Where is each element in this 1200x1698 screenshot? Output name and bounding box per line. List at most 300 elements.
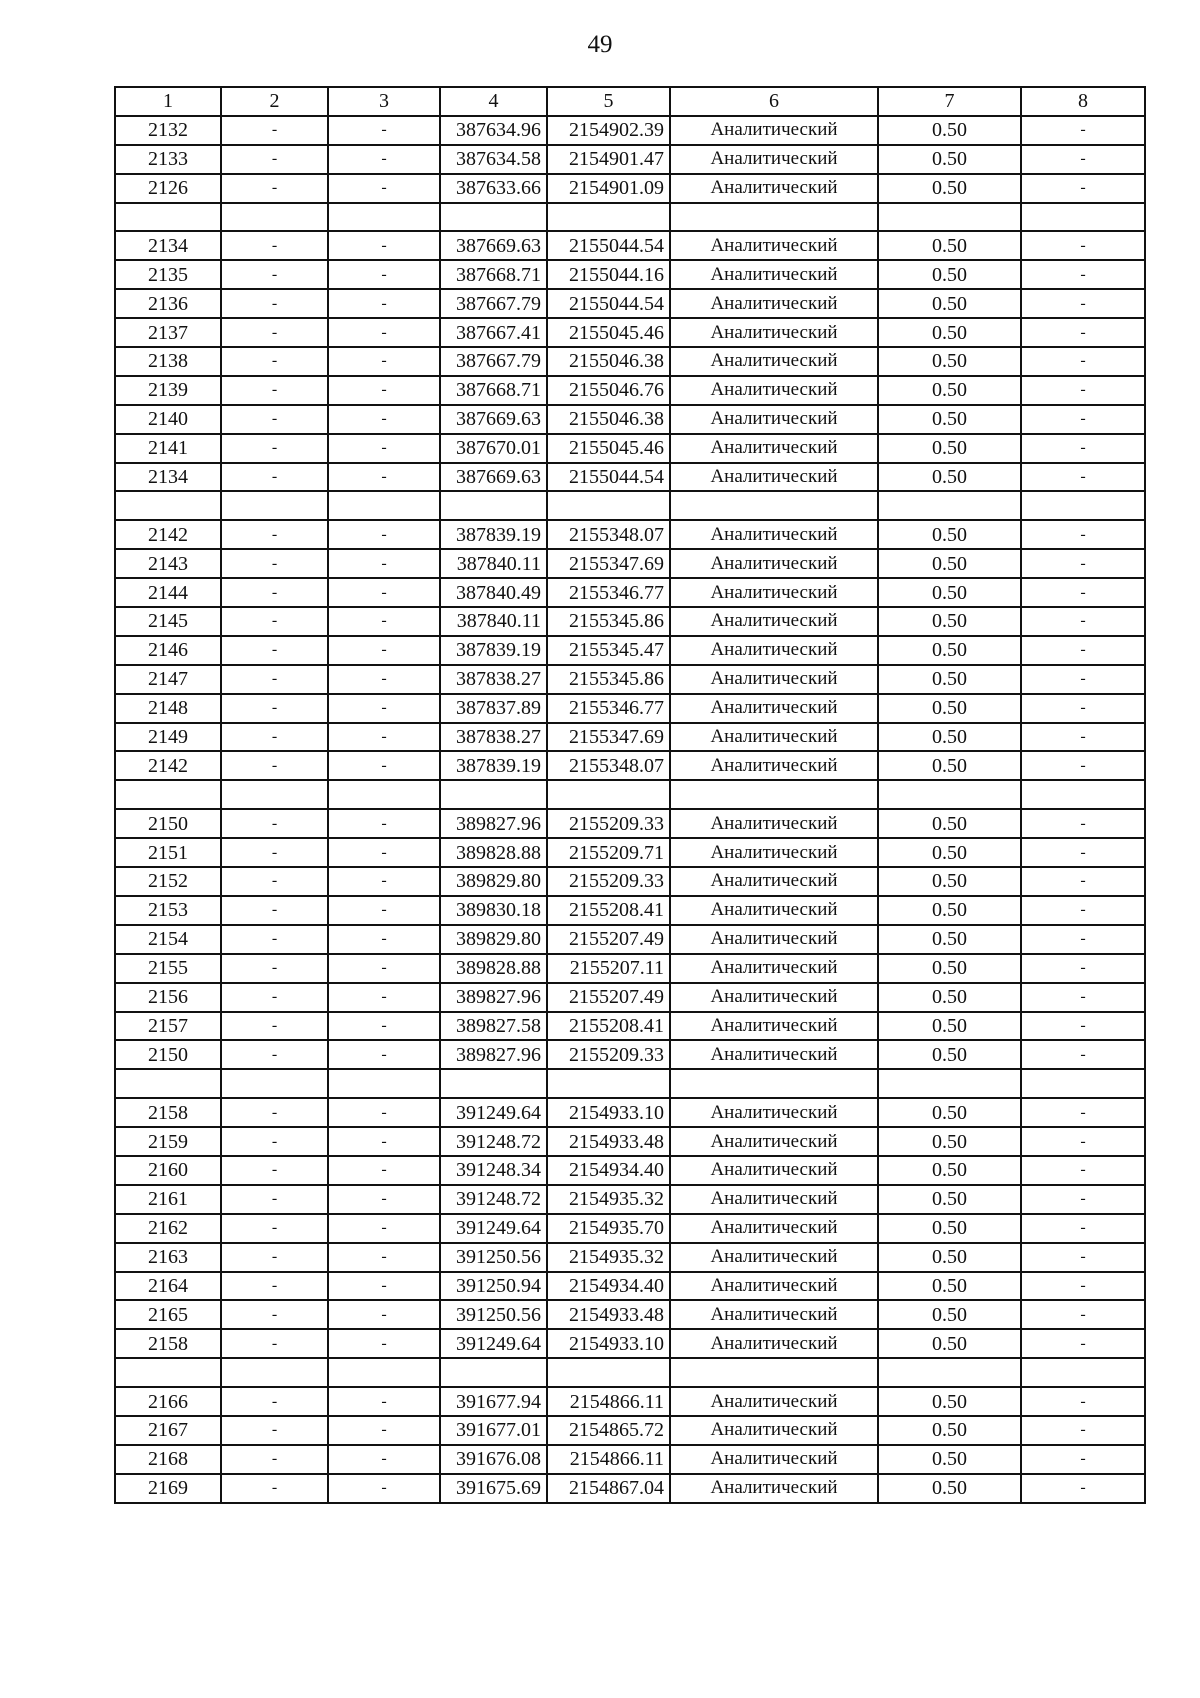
col8-cell: -	[1021, 867, 1145, 896]
empty-cell	[115, 1069, 221, 1098]
empty-cell	[878, 1069, 1021, 1098]
method-cell: Аналитический	[670, 145, 878, 174]
accuracy-cell: 0.50	[878, 983, 1021, 1012]
accuracy-cell: 0.50	[878, 463, 1021, 492]
table-row	[115, 896, 1145, 925]
col8-cell: -	[1021, 260, 1145, 289]
table-row	[115, 1040, 1145, 1069]
point-number-cell: 2160	[115, 1156, 221, 1185]
col8-cell: -	[1021, 463, 1145, 492]
col3-cell: -	[328, 1300, 440, 1329]
table-row	[115, 578, 1145, 607]
col8-cell: -	[1021, 1127, 1145, 1156]
method-cell: Аналитический	[670, 1329, 878, 1358]
accuracy-cell: 0.50	[878, 954, 1021, 983]
accuracy-cell: 0.50	[878, 925, 1021, 954]
empty-cell	[115, 203, 221, 232]
x-coordinate-cell: 387839.19	[440, 520, 547, 549]
point-number-cell: 2166	[115, 1387, 221, 1416]
method-cell: Аналитический	[670, 636, 878, 665]
empty-cell	[328, 780, 440, 809]
col3-cell: -	[328, 983, 440, 1012]
point-number-cell: 2151	[115, 838, 221, 867]
accuracy-cell: 0.50	[878, 1329, 1021, 1358]
col3-cell: -	[328, 520, 440, 549]
point-number-cell: 2142	[115, 751, 221, 780]
method-cell: Аналитический	[670, 1098, 878, 1127]
y-coordinate-cell: 2155346.77	[547, 694, 670, 723]
accuracy-cell: 0.50	[878, 289, 1021, 318]
point-number-cell: 2144	[115, 578, 221, 607]
table-row	[115, 1098, 1145, 1127]
y-coordinate-cell: 2155345.86	[547, 607, 670, 636]
col3-cell: -	[328, 1416, 440, 1445]
point-number-cell: 2147	[115, 665, 221, 694]
point-number-cell: 2163	[115, 1243, 221, 1272]
column-header: 6	[670, 87, 878, 116]
table-row	[115, 1185, 1145, 1214]
col3-cell: -	[328, 925, 440, 954]
header-row	[115, 87, 1145, 116]
x-coordinate-cell: 389827.58	[440, 1012, 547, 1041]
table-row	[115, 1474, 1145, 1503]
table-row	[115, 1127, 1145, 1156]
x-coordinate-cell: 387837.89	[440, 694, 547, 723]
method-cell: Аналитический	[670, 896, 878, 925]
col3-cell: -	[328, 1098, 440, 1127]
accuracy-cell: 0.50	[878, 1098, 1021, 1127]
method-cell: Аналитический	[670, 376, 878, 405]
table-row	[115, 376, 1145, 405]
col2-cell: -	[221, 376, 328, 405]
col3-cell: -	[328, 145, 440, 174]
method-cell: Аналитический	[670, 1012, 878, 1041]
y-coordinate-cell: 2154867.04	[547, 1474, 670, 1503]
x-coordinate-cell: 391248.72	[440, 1185, 547, 1214]
col2-cell: -	[221, 1040, 328, 1069]
accuracy-cell: 0.50	[878, 1445, 1021, 1474]
col3-cell: -	[328, 1156, 440, 1185]
col2-cell: -	[221, 1329, 328, 1358]
col8-cell: -	[1021, 1416, 1145, 1445]
y-coordinate-cell: 2155208.41	[547, 1012, 670, 1041]
col2-cell: -	[221, 1098, 328, 1127]
table-row	[115, 607, 1145, 636]
empty-cell	[115, 491, 221, 520]
accuracy-cell: 0.50	[878, 1474, 1021, 1503]
accuracy-cell: 0.50	[878, 694, 1021, 723]
col3-cell: -	[328, 665, 440, 694]
table-row	[115, 1214, 1145, 1243]
table-row	[115, 694, 1145, 723]
y-coordinate-cell: 2155208.41	[547, 896, 670, 925]
point-number-cell: 2141	[115, 434, 221, 463]
col8-cell: -	[1021, 174, 1145, 203]
y-coordinate-cell: 2155044.16	[547, 260, 670, 289]
col8-cell: -	[1021, 145, 1145, 174]
col3-cell: -	[328, 174, 440, 203]
col3-cell: -	[328, 289, 440, 318]
method-cell: Аналитический	[670, 838, 878, 867]
point-number-cell: 2158	[115, 1098, 221, 1127]
col3-cell: -	[328, 434, 440, 463]
y-coordinate-cell: 2155046.76	[547, 376, 670, 405]
col2-cell: -	[221, 925, 328, 954]
col8-cell: -	[1021, 1214, 1145, 1243]
col3-cell: -	[328, 1243, 440, 1272]
col2-cell: -	[221, 347, 328, 376]
x-coordinate-cell: 387667.41	[440, 318, 547, 347]
method-cell: Аналитический	[670, 665, 878, 694]
point-number-cell: 2150	[115, 1040, 221, 1069]
col2-cell: -	[221, 1474, 328, 1503]
col3-cell: -	[328, 1127, 440, 1156]
col8-cell: -	[1021, 723, 1145, 752]
accuracy-cell: 0.50	[878, 1300, 1021, 1329]
accuracy-cell: 0.50	[878, 665, 1021, 694]
col8-cell: -	[1021, 520, 1145, 549]
point-number-cell: 2158	[115, 1329, 221, 1358]
col3-cell: -	[328, 347, 440, 376]
col8-cell: -	[1021, 838, 1145, 867]
col8-cell: -	[1021, 896, 1145, 925]
method-cell: Аналитический	[670, 318, 878, 347]
accuracy-cell: 0.50	[878, 174, 1021, 203]
method-cell: Аналитический	[670, 751, 878, 780]
table-row	[115, 1387, 1145, 1416]
point-number-cell: 2134	[115, 231, 221, 260]
col2-cell: -	[221, 145, 328, 174]
x-coordinate-cell: 391248.34	[440, 1156, 547, 1185]
empty-cell	[440, 203, 547, 232]
y-coordinate-cell: 2155044.54	[547, 463, 670, 492]
method-cell: Аналитический	[670, 1272, 878, 1301]
col3-cell: -	[328, 896, 440, 925]
table-row	[115, 1300, 1145, 1329]
col2-cell: -	[221, 665, 328, 694]
col2-cell: -	[221, 463, 328, 492]
col3-cell: -	[328, 723, 440, 752]
y-coordinate-cell: 2155207.11	[547, 954, 670, 983]
col2-cell: -	[221, 983, 328, 1012]
empty-cell	[1021, 491, 1145, 520]
accuracy-cell: 0.50	[878, 1156, 1021, 1185]
accuracy-cell: 0.50	[878, 434, 1021, 463]
column-header: 1	[115, 87, 221, 116]
separator-row	[115, 203, 1145, 232]
col8-cell: -	[1021, 231, 1145, 260]
method-cell: Аналитический	[670, 1127, 878, 1156]
col8-cell: -	[1021, 1040, 1145, 1069]
empty-cell	[1021, 1069, 1145, 1098]
point-number-cell: 2136	[115, 289, 221, 318]
x-coordinate-cell: 391676.08	[440, 1445, 547, 1474]
col2-cell: -	[221, 723, 328, 752]
empty-cell	[547, 780, 670, 809]
x-coordinate-cell: 387839.19	[440, 751, 547, 780]
col2-cell: -	[221, 1445, 328, 1474]
y-coordinate-cell: 2155347.69	[547, 549, 670, 578]
col3-cell: -	[328, 1012, 440, 1041]
table-row	[115, 405, 1145, 434]
point-number-cell: 2143	[115, 549, 221, 578]
y-coordinate-cell: 2154933.10	[547, 1329, 670, 1358]
col3-cell: -	[328, 578, 440, 607]
method-cell: Аналитический	[670, 983, 878, 1012]
y-coordinate-cell: 2154935.32	[547, 1243, 670, 1272]
separator-row	[115, 1358, 1145, 1387]
y-coordinate-cell: 2155045.46	[547, 318, 670, 347]
col3-cell: -	[328, 1387, 440, 1416]
col3-cell: -	[328, 954, 440, 983]
col3-cell: -	[328, 463, 440, 492]
y-coordinate-cell: 2155044.54	[547, 289, 670, 318]
empty-cell	[1021, 203, 1145, 232]
x-coordinate-cell: 387633.66	[440, 174, 547, 203]
accuracy-cell: 0.50	[878, 809, 1021, 838]
col2-cell: -	[221, 1416, 328, 1445]
method-cell: Аналитический	[670, 289, 878, 318]
table-row	[115, 809, 1145, 838]
table-row	[115, 347, 1145, 376]
table-row	[115, 838, 1145, 867]
col8-cell: -	[1021, 1272, 1145, 1301]
accuracy-cell: 0.50	[878, 1214, 1021, 1243]
col2-cell: -	[221, 520, 328, 549]
table-row	[115, 520, 1145, 549]
empty-cell	[547, 491, 670, 520]
col3-cell: -	[328, 751, 440, 780]
method-cell: Аналитический	[670, 607, 878, 636]
col2-cell: -	[221, 1272, 328, 1301]
accuracy-cell: 0.50	[878, 1387, 1021, 1416]
col2-cell: -	[221, 694, 328, 723]
empty-cell	[670, 1069, 878, 1098]
column-header: 5	[547, 87, 670, 116]
y-coordinate-cell: 2155209.71	[547, 838, 670, 867]
y-coordinate-cell: 2155348.07	[547, 751, 670, 780]
col8-cell: -	[1021, 1185, 1145, 1214]
col3-cell: -	[328, 405, 440, 434]
point-number-cell: 2165	[115, 1300, 221, 1329]
accuracy-cell: 0.50	[878, 1416, 1021, 1445]
col2-cell: -	[221, 896, 328, 925]
accuracy-cell: 0.50	[878, 347, 1021, 376]
table-row	[115, 723, 1145, 752]
accuracy-cell: 0.50	[878, 723, 1021, 752]
col8-cell: -	[1021, 694, 1145, 723]
col8-cell: -	[1021, 405, 1145, 434]
point-number-cell: 2152	[115, 867, 221, 896]
empty-cell	[115, 780, 221, 809]
y-coordinate-cell: 2154935.32	[547, 1185, 670, 1214]
x-coordinate-cell: 391249.64	[440, 1098, 547, 1127]
y-coordinate-cell: 2154933.48	[547, 1127, 670, 1156]
empty-cell	[547, 1069, 670, 1098]
col2-cell: -	[221, 174, 328, 203]
point-number-cell: 2133	[115, 145, 221, 174]
y-coordinate-cell: 2155207.49	[547, 983, 670, 1012]
accuracy-cell: 0.50	[878, 1185, 1021, 1214]
y-coordinate-cell: 2154901.47	[547, 145, 670, 174]
method-cell: Аналитический	[670, 1445, 878, 1474]
x-coordinate-cell: 389827.96	[440, 809, 547, 838]
point-number-cell: 2134	[115, 463, 221, 492]
col3-cell: -	[328, 607, 440, 636]
table-row	[115, 1329, 1145, 1358]
method-cell: Аналитический	[670, 231, 878, 260]
col8-cell: -	[1021, 1012, 1145, 1041]
point-number-cell: 2137	[115, 318, 221, 347]
col8-cell: -	[1021, 636, 1145, 665]
point-number-cell: 2135	[115, 260, 221, 289]
col8-cell: -	[1021, 1474, 1145, 1503]
accuracy-cell: 0.50	[878, 607, 1021, 636]
point-number-cell: 2168	[115, 1445, 221, 1474]
col2-cell: -	[221, 838, 328, 867]
x-coordinate-cell: 387667.79	[440, 289, 547, 318]
empty-cell	[878, 203, 1021, 232]
x-coordinate-cell: 389828.88	[440, 954, 547, 983]
col3-cell: -	[328, 1474, 440, 1503]
table-row	[115, 318, 1145, 347]
point-number-cell: 2164	[115, 1272, 221, 1301]
accuracy-cell: 0.50	[878, 520, 1021, 549]
y-coordinate-cell: 2154866.11	[547, 1387, 670, 1416]
table-row	[115, 925, 1145, 954]
table-row	[115, 1416, 1145, 1445]
table-row	[115, 983, 1145, 1012]
empty-cell	[670, 1358, 878, 1387]
x-coordinate-cell: 387669.63	[440, 405, 547, 434]
x-coordinate-cell: 387668.71	[440, 376, 547, 405]
table-row	[115, 1156, 1145, 1185]
y-coordinate-cell: 2155346.77	[547, 578, 670, 607]
point-number-cell: 2148	[115, 694, 221, 723]
col8-cell: -	[1021, 289, 1145, 318]
y-coordinate-cell: 2155347.69	[547, 723, 670, 752]
point-number-cell: 2132	[115, 116, 221, 145]
accuracy-cell: 0.50	[878, 1040, 1021, 1069]
x-coordinate-cell: 389829.80	[440, 925, 547, 954]
col8-cell: -	[1021, 549, 1145, 578]
point-number-cell: 2169	[115, 1474, 221, 1503]
col3-cell: -	[328, 376, 440, 405]
empty-cell	[670, 780, 878, 809]
method-cell: Аналитический	[670, 1040, 878, 1069]
point-number-cell: 2139	[115, 376, 221, 405]
table-row	[115, 1272, 1145, 1301]
col3-cell: -	[328, 809, 440, 838]
col2-cell: -	[221, 578, 328, 607]
point-number-cell: 2146	[115, 636, 221, 665]
table-row	[115, 231, 1145, 260]
x-coordinate-cell: 391677.94	[440, 1387, 547, 1416]
col3-cell: -	[328, 636, 440, 665]
accuracy-cell: 0.50	[878, 231, 1021, 260]
empty-cell	[221, 203, 328, 232]
accuracy-cell: 0.50	[878, 867, 1021, 896]
point-number-cell: 2161	[115, 1185, 221, 1214]
col8-cell: -	[1021, 954, 1145, 983]
point-number-cell: 2157	[115, 1012, 221, 1041]
table-row	[115, 434, 1145, 463]
col3-cell: -	[328, 549, 440, 578]
y-coordinate-cell: 2155044.54	[547, 231, 670, 260]
x-coordinate-cell: 387670.01	[440, 434, 547, 463]
empty-cell	[328, 203, 440, 232]
x-coordinate-cell: 391677.01	[440, 1416, 547, 1445]
table-row	[115, 289, 1145, 318]
method-cell: Аналитический	[670, 1243, 878, 1272]
col8-cell: -	[1021, 1387, 1145, 1416]
x-coordinate-cell: 387669.63	[440, 463, 547, 492]
col2-cell: -	[221, 1243, 328, 1272]
x-coordinate-cell: 389828.88	[440, 838, 547, 867]
method-cell: Аналитический	[670, 723, 878, 752]
x-coordinate-cell: 387839.19	[440, 636, 547, 665]
accuracy-cell: 0.50	[878, 376, 1021, 405]
col2-cell: -	[221, 1387, 328, 1416]
column-header: 2	[221, 87, 328, 116]
accuracy-cell: 0.50	[878, 1012, 1021, 1041]
empty-cell	[1021, 780, 1145, 809]
y-coordinate-cell: 2154865.72	[547, 1416, 670, 1445]
empty-cell	[328, 491, 440, 520]
y-coordinate-cell: 2154933.48	[547, 1300, 670, 1329]
table-row	[115, 867, 1145, 896]
col3-cell: -	[328, 231, 440, 260]
x-coordinate-cell: 387838.27	[440, 665, 547, 694]
empty-cell	[328, 1358, 440, 1387]
y-coordinate-cell: 2155045.46	[547, 434, 670, 463]
accuracy-cell: 0.50	[878, 751, 1021, 780]
point-number-cell: 2142	[115, 520, 221, 549]
x-coordinate-cell: 387667.79	[440, 347, 547, 376]
col8-cell: -	[1021, 1445, 1145, 1474]
empty-cell	[440, 1069, 547, 1098]
empty-cell	[440, 1358, 547, 1387]
separator-row	[115, 491, 1145, 520]
x-coordinate-cell: 387840.49	[440, 578, 547, 607]
method-cell: Аналитический	[670, 809, 878, 838]
accuracy-cell: 0.50	[878, 578, 1021, 607]
method-cell: Аналитический	[670, 549, 878, 578]
x-coordinate-cell: 387840.11	[440, 607, 547, 636]
table-row	[115, 116, 1145, 145]
x-coordinate-cell: 387840.11	[440, 549, 547, 578]
method-cell: Аналитический	[670, 867, 878, 896]
y-coordinate-cell: 2154901.09	[547, 174, 670, 203]
accuracy-cell: 0.50	[878, 260, 1021, 289]
col8-cell: -	[1021, 1156, 1145, 1185]
col3-cell: -	[328, 260, 440, 289]
empty-cell	[440, 491, 547, 520]
col2-cell: -	[221, 549, 328, 578]
point-number-cell: 2154	[115, 925, 221, 954]
x-coordinate-cell: 387669.63	[440, 231, 547, 260]
col2-cell: -	[221, 1300, 328, 1329]
col8-cell: -	[1021, 607, 1145, 636]
separator-row	[115, 780, 1145, 809]
empty-cell	[221, 780, 328, 809]
col3-cell: -	[328, 1329, 440, 1358]
method-cell: Аналитический	[670, 1416, 878, 1445]
method-cell: Аналитический	[670, 1214, 878, 1243]
table-row	[115, 665, 1145, 694]
page-number: 49	[587, 31, 613, 58]
x-coordinate-cell: 387634.96	[440, 116, 547, 145]
